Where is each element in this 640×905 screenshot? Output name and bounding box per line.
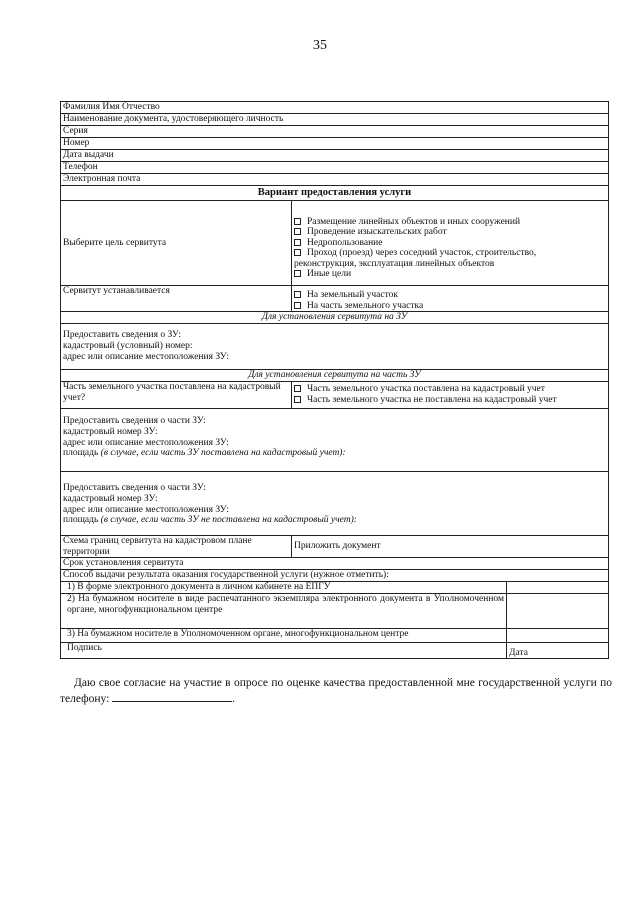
cadastral-option[interactable]: Часть земельного участка поставлена на кадастровый учет [294, 384, 606, 395]
application-form [60, 101, 608, 659]
purpose-option[interactable]: Недропользование [294, 238, 606, 249]
delivery-mark-cell[interactable] [507, 594, 609, 629]
part-registered-block[interactable] [61, 409, 609, 472]
part-details-title: Предоставить сведения о части ЗУ: [63, 483, 206, 493]
purpose-option[interactable]: Проведение изыскательских работ [294, 227, 606, 238]
email-field[interactable]: Электронная почта [61, 174, 609, 186]
signature-field[interactable]: Подпись [61, 643, 507, 659]
part-section-header: Для установления сервитута на часть ЗУ [61, 370, 609, 382]
servitude-term-field[interactable]: Срок установления сервитута [61, 558, 609, 570]
checkbox-icon [294, 396, 301, 403]
checkbox-icon [294, 270, 301, 277]
phone-field[interactable]: Телефон [61, 162, 609, 174]
phone-blank[interactable] [112, 691, 232, 702]
part-address: адрес или описание местоположения ЗУ: [63, 504, 229, 515]
part-area: площадь (в случае, если часть ЗУ поставлена на кадастровый учет): [63, 448, 346, 459]
established-option[interactable]: На часть земельного участка [294, 301, 606, 312]
zu-address: адрес или описание местоположения ЗУ: [63, 351, 229, 362]
purpose-option-continued: реконструкция, эксплуатация линейных объектов [294, 258, 495, 269]
consent-text: Даю свое согласие на участие в опросе по оценке качества предоставленной мне государственной услуги по телефону: [60, 677, 612, 705]
purpose-option[interactable]: Иные цели [294, 269, 606, 280]
consent-statement [60, 676, 612, 707]
doc-name-field[interactable]: Наименование документа, удостоверяющего личность [61, 114, 609, 126]
number-field[interactable]: Номер [61, 138, 609, 150]
part-area: площадь (в случае, если часть ЗУ не поставлена на кадастровый учет): [63, 515, 357, 526]
zu-details-block[interactable] [61, 324, 609, 370]
established-option[interactable]: На земельный участок [294, 290, 606, 301]
part-cadastral-options [292, 382, 609, 409]
scheme-attach[interactable]: Приложить документ [292, 536, 609, 558]
delivery-label: Способ выдачи результата оказания государственной услуги (нужное отметить): [61, 570, 609, 582]
purpose-options [292, 201, 609, 286]
checkbox-icon [294, 385, 301, 392]
purpose-option[interactable]: Проход (проезд) через соседний участок, строительство, [294, 248, 606, 259]
series-field[interactable]: Серия [61, 126, 609, 138]
form-table [60, 101, 609, 659]
delivery-mark-cell[interactable] [507, 582, 609, 594]
issue-date-field[interactable]: Дата выдачи [61, 150, 609, 162]
checkbox-icon [294, 228, 301, 235]
part-address: адрес или описание местоположения ЗУ: [63, 437, 229, 448]
fio-field[interactable]: Фамилия Имя Отчество [61, 102, 609, 114]
page-number: 35 [313, 38, 327, 53]
consent-end: . [232, 693, 236, 705]
zu-section-header: Для установления сервитута на ЗУ [61, 312, 609, 324]
checkbox-icon [294, 218, 301, 225]
checkbox-icon [294, 291, 301, 298]
service-variant-header: Вариант предоставления услуги [61, 186, 609, 201]
scheme-label: Схема границ сервитута на кадастровом плане территории [61, 536, 292, 558]
purpose-option[interactable]: Размещение линейных объектов и иных сооружений [294, 217, 606, 228]
delivery-option-paper-copy[interactable]: 2) На бумажном носителе в виде распечатанного экземпляра электронного документа в Уполномоченном органе, многофункциональном центре [61, 594, 507, 629]
zu-details-title: Предоставить сведения о ЗУ: [63, 330, 182, 340]
delivery-option-paper[interactable]: 3) На бумажном носителе в Уполномоченном органе, многофункциональном центре [61, 629, 507, 643]
date-field[interactable]: Дата [507, 643, 609, 659]
part-details-title: Предоставить сведения о части ЗУ: [63, 416, 206, 426]
zu-cadastral-number: кадастровый (условный) номер: [63, 340, 193, 351]
checkbox-icon [294, 302, 301, 309]
part-cadastral-number: кадастровый номер ЗУ: [63, 426, 158, 437]
delivery-option-epgu[interactable]: 1) В форме электронного документа в личном кабинете на ЕПГУ [61, 582, 507, 594]
purpose-label: Выберите цель сервитута [61, 201, 292, 286]
checkbox-icon [294, 249, 301, 256]
cadastral-option[interactable]: Часть земельного участка не поставлена на кадастровый учет [294, 395, 606, 406]
servitude-established-label: Сервитут устанавливается [61, 286, 292, 312]
servitude-established-options [292, 286, 609, 312]
part-cadastral-number: кадастровый номер ЗУ: [63, 493, 158, 504]
checkbox-icon [294, 239, 301, 246]
delivery-mark-cell[interactable] [507, 629, 609, 643]
part-unregistered-block[interactable] [61, 472, 609, 536]
part-cadastral-question: Часть земельного участка поставлена на кадастровый учет? [61, 382, 292, 409]
